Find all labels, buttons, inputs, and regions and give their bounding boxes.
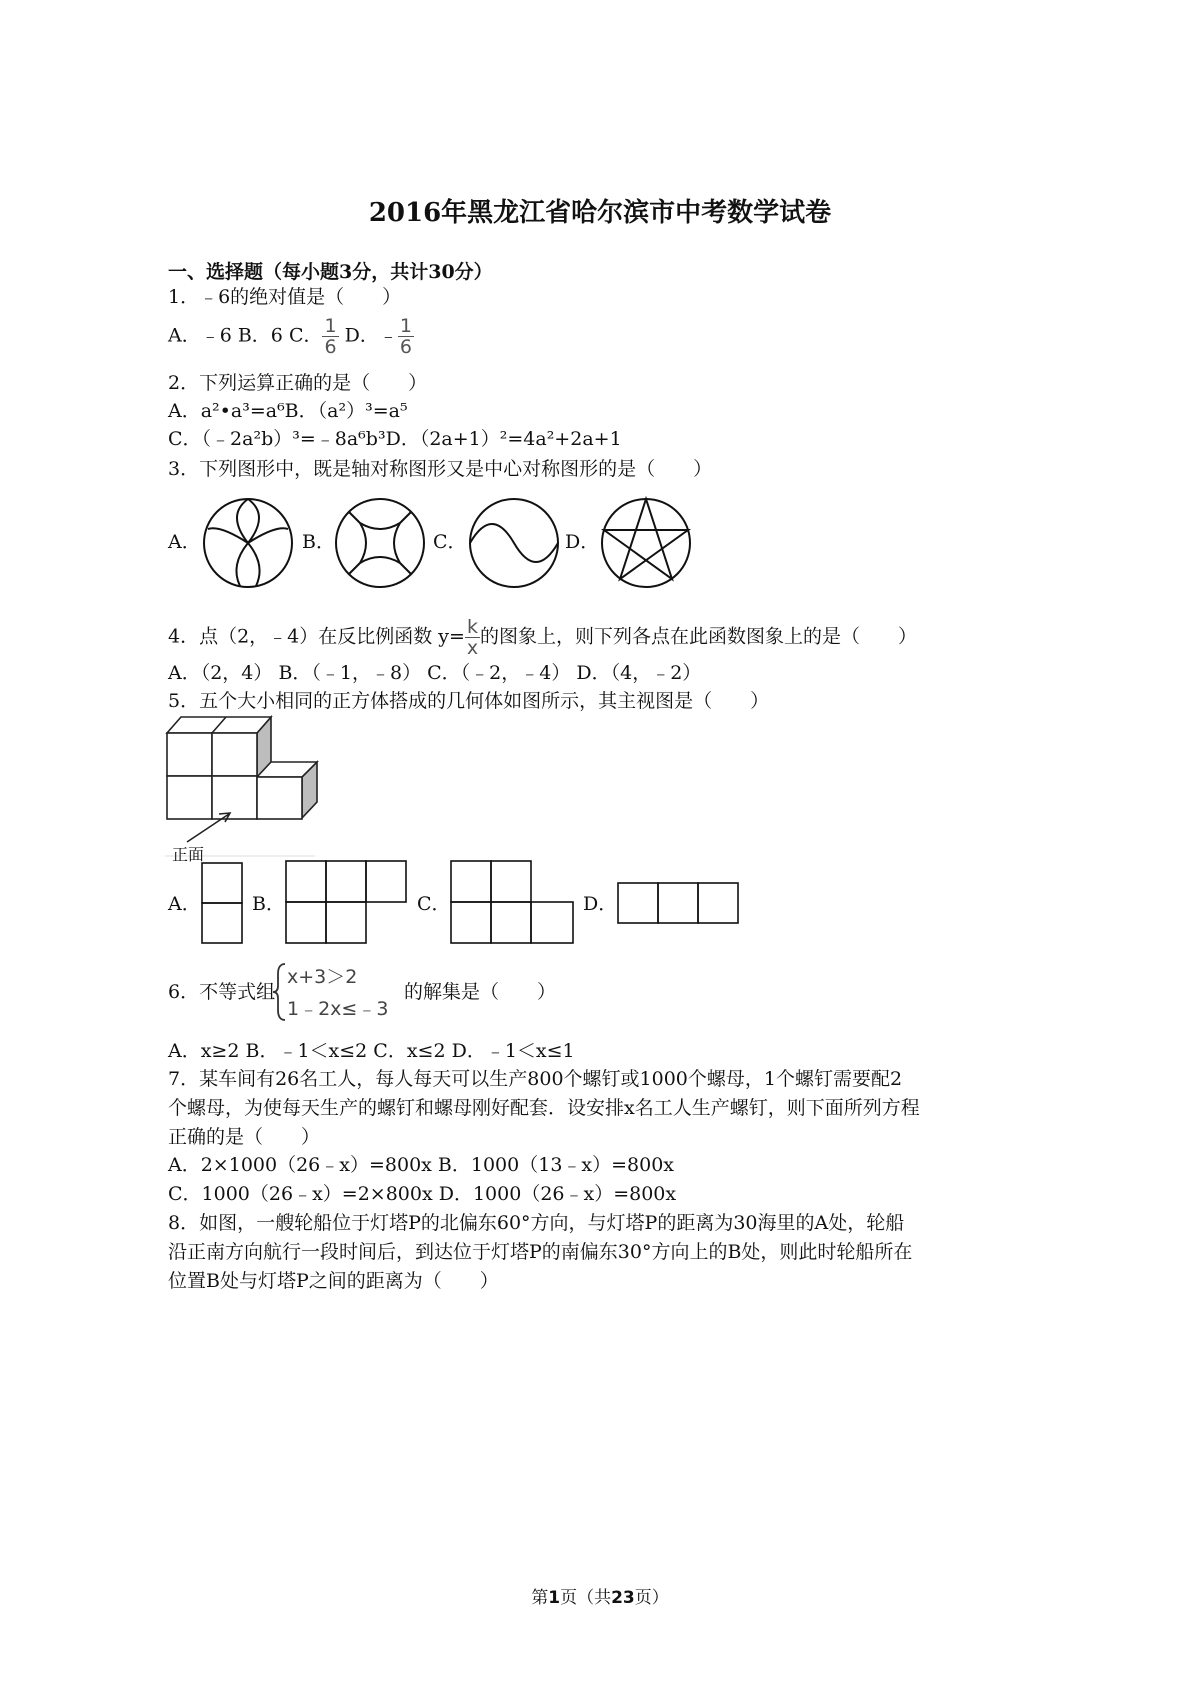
option-label-b: B． [302, 531, 335, 553]
question-7-line-1: 7．某车间有26名工人，每人每天可以生产800个螺钉或1000个螺母，1个螺钉需要配2 [168, 1068, 903, 1090]
question-6-options: A．x≥2 B．﹣1＜x≤2 C．x≤2 D．﹣1＜x≤1 [168, 1040, 575, 1062]
question-2-options-cd: C．（﹣2a²b）³=﹣8a⁶b³D．（2a+1）²=4a²+2a+1 [168, 428, 622, 450]
view-option-b [285, 860, 409, 944]
question-8-line-3: 位置B处与灯塔P之间的距离为（ ） [168, 1270, 499, 1292]
question-8-line-1: 8．如图，一艘轮船位于灯塔P的北偏东60°方向，与灯塔P的距离为30海里的A处，轮船 [168, 1212, 905, 1234]
question-5-stem: 5．五个大小相同的正方体搭成的几何体如图所示，其主视图是（ ） [168, 690, 770, 712]
footer-total-pages: 23 [611, 1588, 635, 1608]
section-heading: 一、选择题（每小题3分，共计30分） [168, 261, 493, 283]
symmetry-figure-b [332, 495, 428, 591]
question-7-line-2: 个螺母，为使每天生产的螺钉和螺母刚好配套．设安排x名工人生产螺钉，则下面所列方程 [168, 1097, 920, 1119]
question-1-options [168, 316, 414, 357]
question-4-stem-start: 4．点（2，﹣4）在反比例函数 y= [168, 625, 465, 648]
page-title: 2016年黑龙江省哈尔滨市中考数学试卷 [368, 198, 832, 228]
question-7-options-cd: C．1000（26﹣x）=2×800x D．1000（26﹣x）=800x [168, 1183, 677, 1205]
question-1-stem: 1．﹣6的绝对值是（ ） [168, 286, 402, 308]
symmetry-figure-a [200, 495, 296, 591]
system-brace [272, 962, 288, 1022]
question-6-stem-end: 的解集是（ ） [404, 981, 557, 1003]
page-footer [0, 1583, 1200, 1608]
q5-option-label-a: A． [168, 893, 201, 915]
question-1-option-d: D．﹣ [338, 324, 398, 347]
question-8-line-2: 沿正南方向航行一段时间后，到达位于灯塔P的南偏东30°方向上的B处，则此时轮船所在 [168, 1241, 913, 1263]
option-label-d: D． [565, 531, 600, 553]
footer-suffix: 页） [634, 1588, 669, 1608]
question-7-line-3: 正确的是（ ） [168, 1126, 321, 1148]
footer-page-number: 1 [548, 1588, 561, 1608]
question-2-options-ab: A．a²•a³=a⁶B．（a²）³=a⁵ [168, 400, 408, 422]
option-label-a: A． [168, 531, 201, 553]
question-7-options-ab: A．2×1000（26﹣x）=800x B．1000（13﹣x）=800x [168, 1154, 675, 1176]
question-3-stem: 3．下列图形中，既是轴对称图形又是中心对称图形的是（ ） [168, 458, 713, 480]
question-6-stem-start: 6．不等式组 [168, 981, 276, 1003]
fraction-one-sixth: $\frac{1}{6}$ [324, 315, 337, 358]
view-option-c [450, 860, 576, 944]
symmetry-figure-c [466, 495, 562, 591]
inequality-1: x+3＞2 [287, 966, 358, 988]
view-option-d [617, 882, 741, 926]
option-label-c: C． [433, 531, 467, 553]
symmetry-figure-d [598, 495, 694, 591]
q5-option-label-c: C． [417, 893, 451, 915]
fraction-k-over-x: $\frac{k}{x}$ [466, 616, 479, 659]
front-view-label: 正面 [172, 845, 205, 864]
footer-middle: 页（共 [560, 1588, 612, 1608]
q5-option-label-d: D． [583, 893, 618, 915]
question-4-options: A．（2，4） B．（﹣1，﹣8） C．（﹣2，﹣4） D．（4，﹣2） [168, 662, 702, 684]
inequality-2: 1﹣2x≤﹣3 [287, 998, 389, 1020]
footer-prefix: 第 [531, 1588, 549, 1608]
question-1-options-abc: A．﹣6 B．6 C． [168, 324, 323, 347]
question-4-stem [168, 617, 917, 658]
question-2-stem: 2．下列运算正确的是（ ） [168, 372, 428, 394]
fraction-one-sixth-negative: $\frac{1}{6}$ [399, 315, 412, 358]
view-option-a [201, 862, 245, 944]
question-4-stem-end: 的图象上，则下列各点在此函数图象上的是（ ） [479, 625, 917, 648]
q5-option-label-b: B． [252, 893, 285, 915]
